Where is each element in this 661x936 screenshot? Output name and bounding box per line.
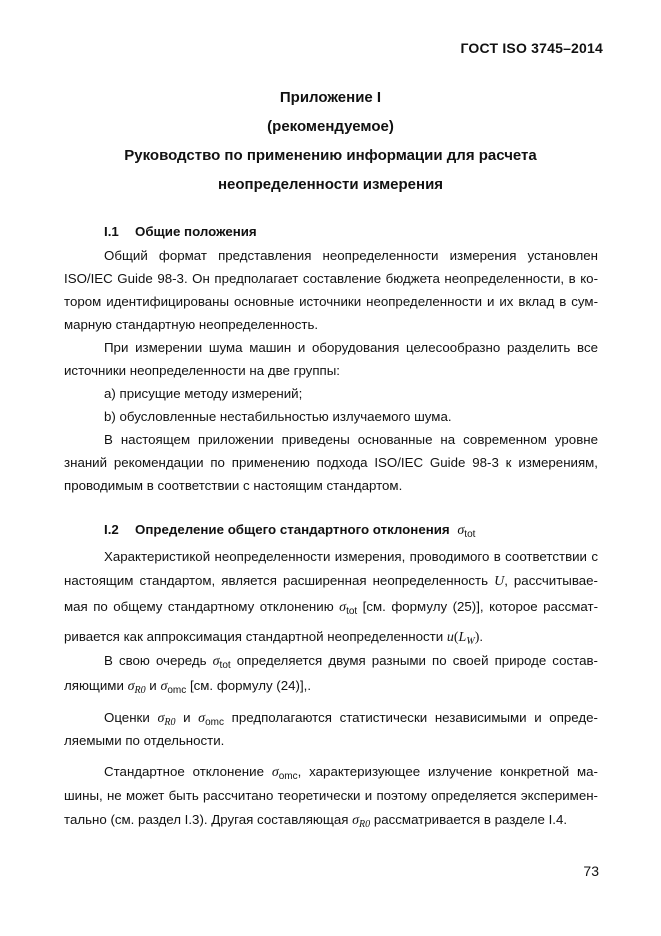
list-item: b) обусловленные нестабильностью излучаемого шума. [104, 409, 452, 424]
paragraph-line [64, 808, 598, 837]
paragraph-line: проводимым в соответствии с настоящим стандартом. [64, 478, 403, 493]
subscript-omc: omc [278, 771, 298, 782]
text-fragment: Оценки [104, 710, 150, 725]
paragraph-line: Характеристикой неопределенности измерения, проводимого в соответствии с [104, 549, 598, 564]
text-fragment: предполагаются статистически независимыми и опреде- [231, 710, 598, 725]
paragraph-line: При измерении шума машин и оборудования целесообразно разделить все [104, 340, 598, 355]
annex-title-block [64, 86, 597, 197]
subscript-tot: tot [346, 606, 358, 617]
paragraph-line: ISO/IEC Guide 98-3. Он предполагает составление бюджета неопределенности, в ко- [64, 271, 598, 286]
sigma-symbol: σ [160, 679, 168, 694]
subscript-W: W [466, 636, 475, 647]
section-heading [104, 518, 598, 546]
section-i2-para1-cont [64, 568, 598, 654]
paragraph-line [64, 568, 598, 594]
annex-heading-line-2: неопределенности измерения [217, 176, 444, 193]
section-title: Общие положения [135, 224, 257, 239]
section-i1-para3 [104, 428, 598, 451]
subscript-r0: R0 [359, 819, 371, 830]
text-fragment: рассматривается в разделе I.4. [373, 812, 568, 827]
text-fragment: ривается как аппроксимация стандартной неопределенности [64, 629, 444, 644]
subscript-tot: tot [219, 660, 231, 671]
section-i1-list [104, 382, 598, 428]
annex-title: Приложение I [279, 89, 382, 106]
section-title: Определение общего стандартного отклонения [135, 522, 450, 537]
sigma-symbol: σ [457, 523, 465, 538]
sigma-symbol: σ [339, 600, 347, 615]
annex-heading-line-1: Руководство по применению информации для расчета [124, 147, 537, 164]
text-fragment: [см. формулу (24)],. [189, 678, 312, 693]
text-fragment: мая по общему стандартному отклонению [64, 599, 334, 614]
section-i2-para3-cont [64, 729, 598, 752]
subscript-omc: omc [205, 717, 224, 728]
paragraph-line: В настоящем приложении приведены основанные на современном уровне [104, 432, 598, 447]
annex-status: (рекомендуемое) [267, 118, 394, 135]
sigma-symbol: σ [212, 654, 220, 669]
text-fragment: настоящим стандартом, является расширенная неопределенность [64, 573, 489, 588]
symbol-u: u [446, 630, 454, 645]
text-fragment: тально (см. раздел I.3). Другая составляющая [64, 812, 349, 827]
sigma-symbol: σ [198, 711, 206, 726]
text-fragment: Стандартное отклонение [104, 764, 264, 779]
section-i1-para2 [104, 336, 598, 359]
subscript-r0: R0 [134, 685, 146, 696]
paragraph-line: тором идентифицированы основные источники неопределенности и их вклад в сум- [64, 294, 598, 309]
subscript-r0: R0 [164, 717, 176, 728]
paragraph-line: шины, не может быть рассчитано теоретически и поэтому определяется эксперимен- [64, 788, 598, 803]
text-fragment: и [183, 710, 191, 725]
symbol-u-expanded: U [494, 574, 505, 589]
page-number: 73 [583, 863, 599, 879]
paragraph-line: Общий формат представления неопределенности измерения установлен [104, 248, 598, 263]
text-fragment: и [149, 678, 157, 693]
subscript-omc: omc [167, 685, 187, 696]
symbol-L: L [458, 630, 467, 645]
section-i1-para3-cont [64, 451, 598, 497]
section-heading [104, 220, 598, 243]
document-id-header: ГОСТ ISO 3745–2014 [460, 40, 603, 56]
section-i2-para1 [104, 545, 598, 568]
text-fragment: определяется двумя разными по своей природе состав- [236, 653, 598, 668]
text-fragment: ляющими [64, 678, 124, 693]
section-i2-para2-cont [64, 673, 598, 703]
section-number: I.2 [104, 522, 119, 537]
paragraph-line [64, 594, 598, 624]
paragraph-line: ляемыми по отдельности. [64, 733, 225, 748]
sigma-symbol: σ [127, 679, 135, 694]
section-i1-para2-cont [64, 359, 598, 382]
text-fragment: [см. формулу (25)], которое рассмат- [362, 599, 599, 614]
paragraph-line [64, 673, 598, 703]
text-fragment: , характеризующее излучение конкретной ма- [297, 764, 598, 779]
section-i2-heading [104, 518, 598, 546]
sigma-symbol: σ [352, 813, 360, 828]
text-fragment: В свою очередь [104, 653, 207, 668]
section-i2-para4-cont [64, 784, 598, 837]
paragraph-line: знаний рекомендации по применению подхода ISO/IEC Guide 98-3 к измерениям, [64, 455, 598, 470]
list-item: а) присущие методу измерений; [104, 386, 303, 401]
section-i1 [104, 220, 598, 267]
paragraph-line: марную стандартную неопределенность. [64, 317, 319, 332]
subscript-tot: tot [464, 529, 476, 540]
sigma-symbol: σ [271, 765, 279, 780]
paragraph-line: ривается как аппроксимация стандартной неопределенности $u(L_W)$. [64, 629, 484, 647]
section-number: I.1 [104, 224, 119, 239]
section-i1-para1-cont [64, 267, 598, 336]
paragraph-line: источники неопределенности на две группы: [64, 363, 340, 378]
text-fragment: . [479, 629, 484, 644]
sigma-symbol: σ [157, 711, 165, 726]
text-fragment: , рассчитывае- [504, 573, 598, 588]
